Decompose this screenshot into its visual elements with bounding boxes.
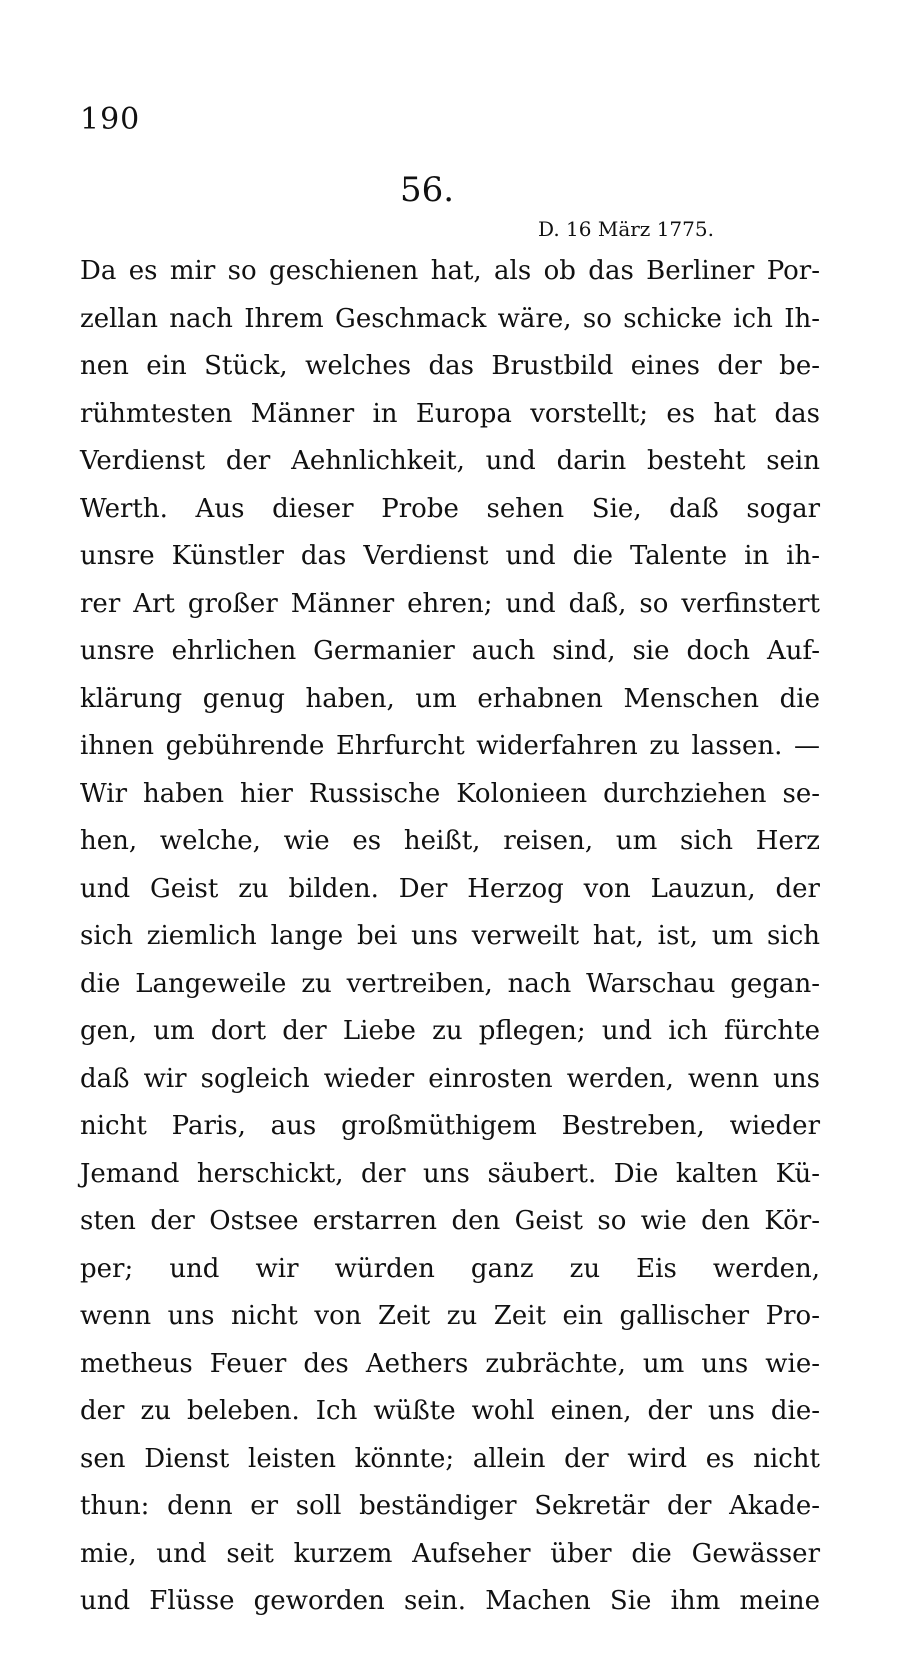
text-line: rühmtesten Männer in Europa vorstellt; es hat das [80, 398, 820, 429]
text-line: gen, um dort der Liebe zu pflegen; und ich fürchte [80, 1016, 820, 1046]
text-line: ihnen gebührende Ehrfurcht widerfahren zu lassen. — [80, 731, 820, 761]
text-line: sen Dienst leisten könnte; allein der wird es nicht [80, 1443, 820, 1474]
text-line: Da es mir so geschienen hat, als ob das Berliner Por- [80, 256, 820, 286]
text-line: rer Art großer Männer ehren; und daß, so verfinstert [80, 588, 820, 619]
letter-body [80, 248, 820, 1626]
text-line: zellan nach Ihrem Geschmack wäre, so schicke ich Ih- [80, 303, 820, 334]
text-line: sten der Ostsee erstarren den Geist so wie den Kör- [80, 1206, 820, 1236]
text-line: wenn uns nicht von Zeit zu Zeit ein gallischer Pro- [80, 1301, 820, 1331]
text-line: nen ein Stück, welches das Brustbild eines der be- [80, 351, 820, 381]
text-line: Verdienst der Aehnlichkeit, und darin besteht sein [80, 446, 820, 476]
text-line: sich ziemlich lange bei uns verweilt hat, ist, um sich [80, 921, 820, 951]
text-line: unsre ehrlichen Germanier auch sind, sie doch Auf- [80, 636, 820, 666]
text-line: thun: denn er soll beständiger Sekretär der Akade- [80, 1491, 820, 1521]
letter-date: D. 16 März 1775. [538, 217, 714, 241]
letter-number: 56. [400, 170, 455, 210]
page-number: 190 [80, 102, 141, 137]
text-line: und Flüsse geworden sein. Machen Sie ihm meine [80, 1586, 820, 1616]
text-line: Jemand herschickt, der uns säubert. Die kalten Kü- [80, 1158, 820, 1189]
text-line: nicht Paris, aus großmüthigem Bestreben, wieder [80, 1111, 820, 1141]
text-line: mie, und seit kurzem Aufseher über die Gewässer [80, 1538, 820, 1569]
text-line: Werth. Aus dieser Probe sehen Sie, daß sogar [80, 493, 820, 524]
text-line: per; und wir würden ganz zu Eis werden, [80, 1253, 820, 1284]
text-line: daß wir sogleich wieder einrosten werden, wenn uns [80, 1063, 820, 1094]
text-line: unsre Künstler das Verdienst und die Talente in ih- [80, 541, 820, 571]
text-line: und Geist zu bilden. Der Herzog von Lauzun, der [80, 873, 820, 904]
text-line: Wir haben hier Russische Kolonieen durchziehen se- [80, 778, 820, 809]
text-line: hen, welche, wie es heißt, reisen, um sich Herz [80, 826, 820, 856]
text-line: die Langeweile zu vertreiben, nach Warschau gegan- [80, 968, 820, 999]
text-line: metheus Feuer des Aethers zubrächte, um uns wie- [80, 1348, 820, 1379]
text-line: klärung genug haben, um erhabnen Menschen die [80, 683, 820, 714]
text-line: der zu beleben. Ich wüßte wohl einen, der uns die- [80, 1396, 820, 1426]
